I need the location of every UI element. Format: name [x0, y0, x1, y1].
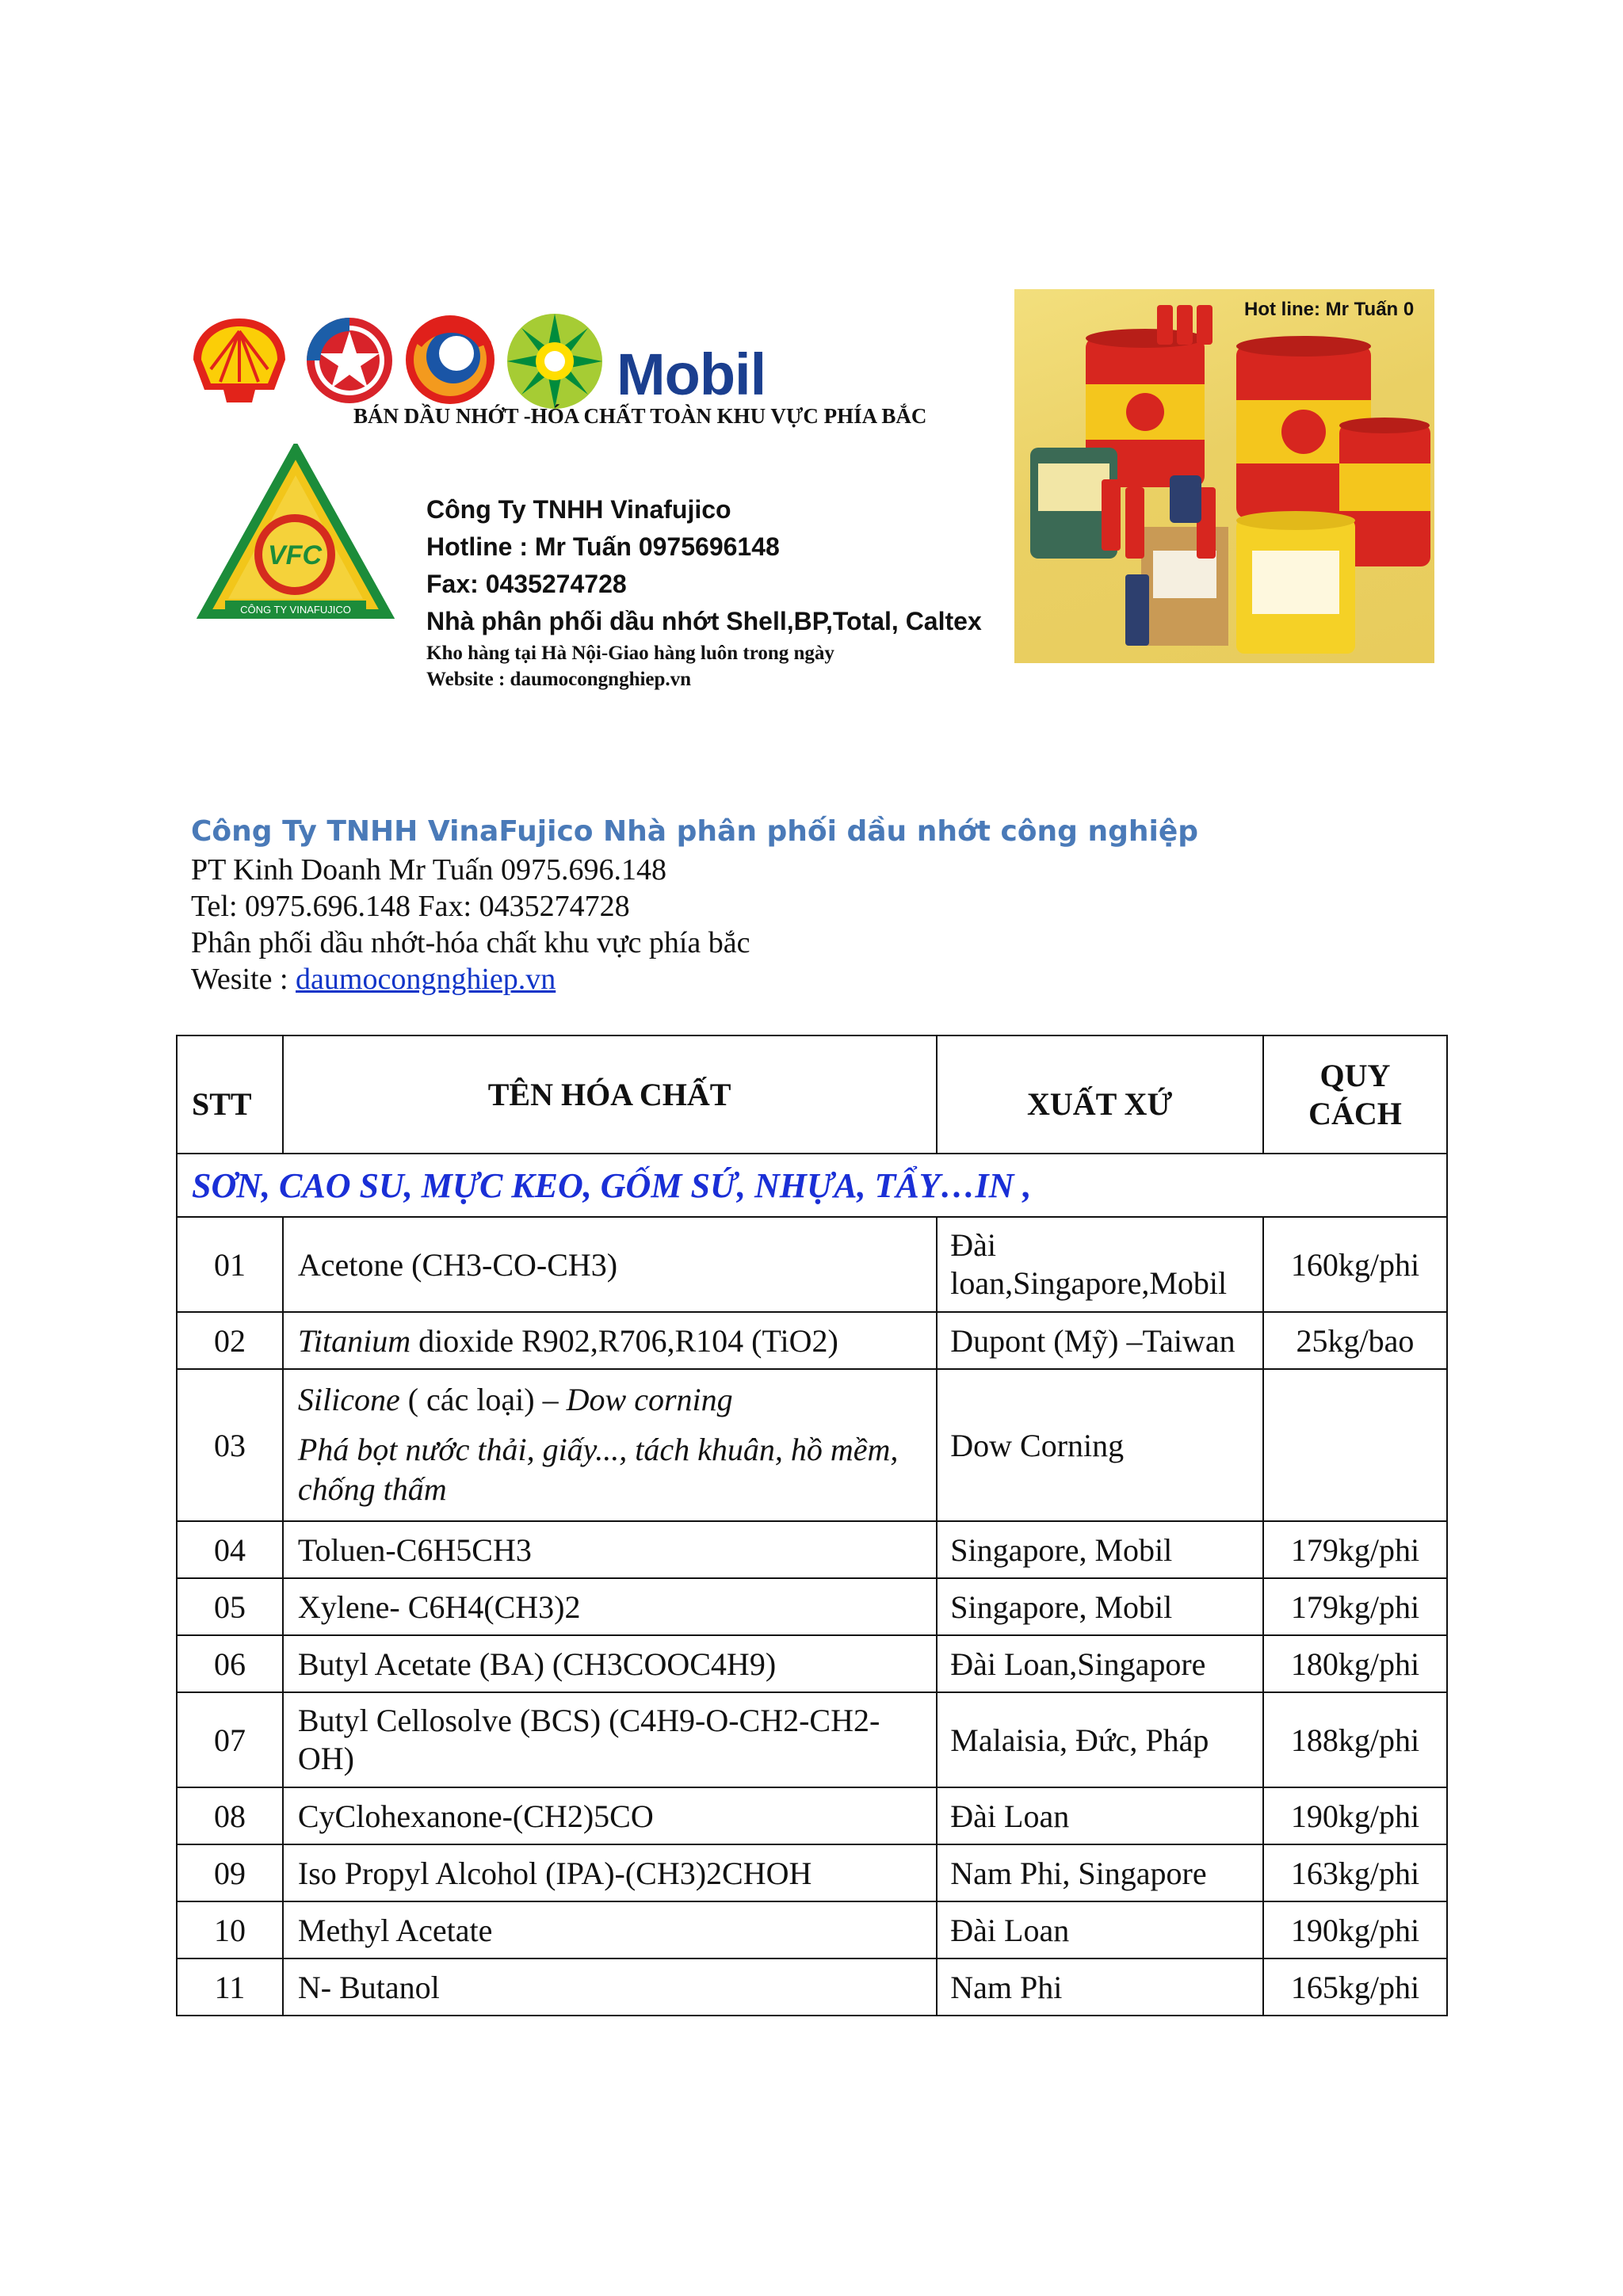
contact-distribution: Phân phối dầu nhớt-hóa chất khu vực phía bắc	[191, 926, 750, 959]
cell-stt: 05	[177, 1578, 283, 1635]
cell-name-main: Silicone ( các loại) – Dow corning	[297, 1382, 733, 1417]
table-row	[177, 1369, 1447, 1521]
table-row	[177, 1901, 1447, 1958]
cell-spec	[1263, 1369, 1447, 1521]
banner-warehouse: Kho hàng tại Hà Nội-Giao hàng luôn trong ngày	[426, 643, 834, 664]
cell-origin: Dow Corning	[937, 1369, 1263, 1521]
header-stt: STT	[177, 1035, 283, 1154]
vfc-logo-text: VFC	[268, 540, 322, 570]
cell-name: Titanium dioxide R902,R706,R104 (TiO2)	[283, 1312, 937, 1369]
banner-contact-info	[426, 491, 982, 692]
cell-spec: 188kg/phi	[1263, 1692, 1447, 1787]
website-label: Wesite :	[191, 963, 296, 996]
banner-distributor: Nhà phân phối dầu nhớt Shell,BP,Total, Caltex	[426, 607, 982, 635]
header-origin: XUẤT XỨ	[937, 1035, 1263, 1154]
cell-name: Toluen-C6H5CH3	[283, 1521, 937, 1578]
section-row	[177, 1154, 1447, 1217]
cell-spec: 179kg/phi	[1263, 1521, 1447, 1578]
cell-origin: Nam Phi, Singapore	[937, 1844, 1263, 1901]
table-row	[177, 1844, 1447, 1901]
cell-origin: Nam Phi	[937, 1958, 1263, 2016]
cell-origin: Đài Loan,Singapore	[937, 1635, 1263, 1692]
banner-company: Công Ty TNHH Vinafujico	[426, 495, 731, 524]
header-banner	[189, 285, 1434, 713]
table-row	[177, 1521, 1447, 1578]
contact-phone-fax: Tel: 0975.696.148 Fax: 0435274728	[191, 890, 630, 923]
cell-stt: 09	[177, 1844, 283, 1901]
photo-hotline: Hot line: Mr Tuấn 0	[1244, 299, 1415, 320]
cell-stt: 07	[177, 1692, 283, 1787]
cell-stt: 11	[177, 1958, 283, 2016]
cell-name: Butyl Cellosolve (BCS) (C4H9-O-CH2-CH2- OH)	[283, 1692, 937, 1787]
banner-hotline: Hotline : Mr Tuấn 0975696148	[426, 532, 780, 561]
cell-spec: 163kg/phi	[1263, 1844, 1447, 1901]
cell-stt: 04	[177, 1521, 283, 1578]
cell-spec: 190kg/phi	[1263, 1901, 1447, 1958]
table-row	[177, 1787, 1447, 1844]
vfc-logo-caption: CÔNG TY VINAFUJICO	[240, 604, 351, 616]
cell-origin: Singapore, Mobil	[937, 1521, 1263, 1578]
cell-name: Methyl Acetate	[283, 1901, 937, 1958]
cell-stt: 08	[177, 1787, 283, 1844]
cell-name: N- Butanol	[283, 1958, 937, 2016]
vinafujico-logo	[197, 444, 395, 626]
cell-spec: 179kg/phi	[1263, 1578, 1447, 1635]
banner-website: Website : daumocongnghiep.vn	[426, 669, 692, 690]
product-photo	[1014, 289, 1434, 663]
cell-name: Iso Propyl Alcohol (IPA)-(CH3)2CHOH	[283, 1844, 937, 1901]
cell-stt: 10	[177, 1901, 283, 1958]
contact-heading: Công Ty TNHH VinaFujico Nhà phân phối dầu nhớt công nghiệp	[191, 815, 1199, 848]
cell-origin: Malaisia, Đức, Pháp	[937, 1692, 1263, 1787]
website-link[interactable]: daumocongnghiep.vn	[296, 963, 556, 996]
cell-spec: 180kg/phi	[1263, 1635, 1447, 1692]
cell-name	[283, 1369, 937, 1521]
contact-block	[191, 812, 1198, 997]
table-row	[177, 1578, 1447, 1635]
cell-spec: 160kg/phi	[1263, 1217, 1447, 1312]
total-logo	[403, 307, 498, 410]
caltex-logo	[304, 315, 395, 406]
cell-origin: Đài Loan	[937, 1901, 1263, 1958]
cell-origin: Dupont (Mỹ) –Taiwan	[937, 1312, 1263, 1369]
cell-stt: 02	[177, 1312, 283, 1369]
cell-spec: 190kg/phi	[1263, 1787, 1447, 1844]
cell-stt: 06	[177, 1635, 283, 1692]
cell-name-note: Phá bọt nước thải, giấy..., tách khuân, hồ mềm, chống thấm	[297, 1432, 899, 1507]
cell-name: Xylene- C6H4(CH3)2	[283, 1578, 937, 1635]
shell-logo	[189, 314, 290, 407]
cell-stt: 01	[177, 1217, 283, 1312]
cell-name: Acetone (CH3-CO-CH3)	[283, 1217, 937, 1312]
section-title: SƠN, CAO SU, MỰC KEO, GỐM SỨ, NHỰA, TẨY…IN ,	[177, 1154, 1447, 1217]
cell-stt: 03	[177, 1369, 283, 1521]
banner-tagline: BÁN DẦU NHỚT -HÓA CHẤT TOÀN KHU VỰC PHÍA BẮC	[353, 404, 927, 428]
cell-spec: 165kg/phi	[1263, 1958, 1447, 2016]
contact-website	[191, 961, 1198, 997]
table-row	[177, 1312, 1447, 1369]
header-spec: QUY CÁCH	[1263, 1035, 1447, 1154]
table-row	[177, 1692, 1447, 1787]
header-name: TÊN HÓA CHẤT	[283, 1035, 937, 1154]
table-row	[177, 1217, 1447, 1312]
cell-name: CyClohexanone-(CH2)5CO	[283, 1787, 937, 1844]
contact-sales: PT Kinh Doanh Mr Tuấn 0975.696.148	[191, 853, 666, 887]
oil-drums-illustration	[1014, 289, 1434, 663]
table-header-row	[177, 1035, 1447, 1154]
cell-spec: 25kg/bao	[1263, 1312, 1447, 1369]
bp-logo	[506, 312, 604, 410]
table-row	[177, 1635, 1447, 1692]
cell-name: Butyl Acetate (BA) (CH3COOC4H9)	[283, 1635, 937, 1692]
mobil-logo: Mobil	[617, 341, 766, 407]
cell-origin: Singapore, Mobil	[937, 1578, 1263, 1635]
cell-origin: Đài loan,Singapore,Mobil	[937, 1217, 1263, 1312]
banner-fax: Fax: 0435274728	[426, 570, 627, 598]
chemicals-table	[176, 1035, 1448, 2016]
cell-origin: Đài Loan	[937, 1787, 1263, 1844]
table-row	[177, 1958, 1447, 2016]
